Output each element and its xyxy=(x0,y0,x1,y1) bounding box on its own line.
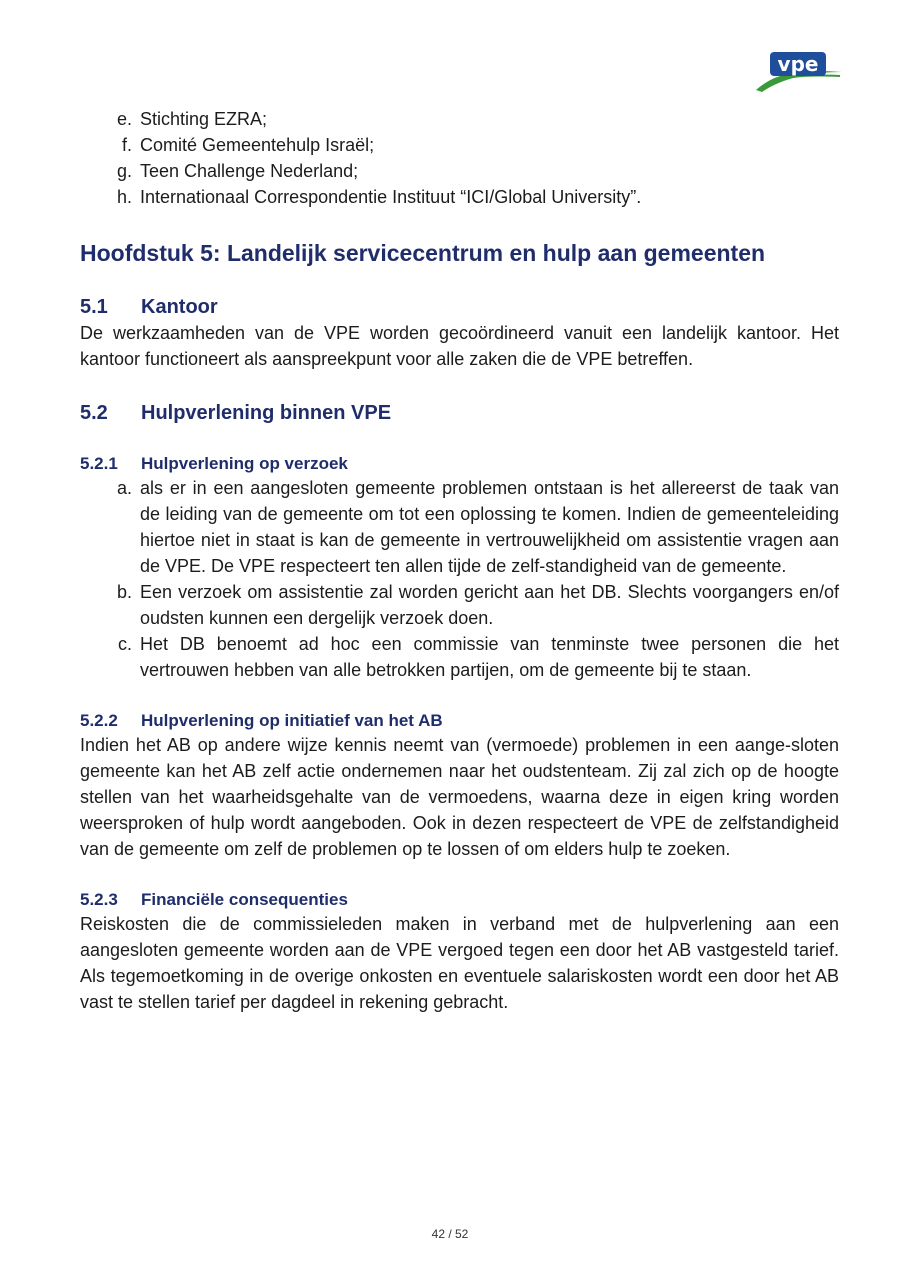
list-item: g. Teen Challenge Nederland; xyxy=(116,161,359,181)
document-body xyxy=(80,106,839,1015)
page-number: 42 / 52 xyxy=(431,1227,469,1241)
intro-list xyxy=(80,106,839,210)
list-item: b. Een verzoek om assistentie zal worden gericht aan het DB. Slechts voorgangers en/of oudsten kunnen een dergelijk verzoek doen. xyxy=(116,582,839,628)
list-item: e. Stichting EZRA; xyxy=(116,109,268,129)
section-heading-5-2-2: 5.2.2 Hulpverlening op initiatief van het AB xyxy=(80,711,443,730)
section-5-2-2-body: Indien het AB op andere wijze kennis neemt van (vermoede) problemen in een aange-sloten gemeente kan het AB zelf actie ondernemen naar het oudstenteam. Zij zal zich op de hoogte stellen van het waarheidsgehalte van de vermoedens, waarna deze in eigen kring worden weersproken of hulp wordt aangeboden. Ook in dezen respecteert de VPE de zelfstandigheid van de gemeente om zelf de problemen op te lossen of om elders hulp te zoeken. xyxy=(80,735,839,859)
chapter-heading: Hoofdstuk 5: Landelijk servicecentrum en hulp aan gemeenten xyxy=(80,240,766,266)
section-5-2-1-list xyxy=(80,475,839,683)
svg-text:vpe: vpe xyxy=(777,52,819,76)
list-item: a. als er in een aangesloten gemeente problemen ontstaan is het allereerst de taak van de leiding van de gemeente om tot een oplossing te komen. Indien de gemeenteleiding hiertoe niet in staat is kan de gemeente in vertrouwelijkheid om assistentie vragen aan de VPE. De VPE respecteert ten allen tijde de zelf-standigheid van de gemeente. xyxy=(116,478,839,576)
list-item: h. Internationaal Correspondentie Instituut “ICI/Global University”. xyxy=(116,187,642,207)
section-5-2-3-body: Reiskosten die de commissieleden maken in verband met de hulpverlening aan een aangesloten gemeente worden aan de VPE vergoed tegen een door het AB vastgesteld tarief. Als tegemoetkoming in de overige onkosten en eventuele salariskosten wordt een door het AB vast te stellen tarief per dagdeel in rekening gebracht. xyxy=(80,914,839,1012)
section-heading-5-2: 5.2 Hulpverlening binnen VPE xyxy=(80,402,392,424)
section-heading-5-2-3: 5.2.3 Financiële consequenties xyxy=(80,890,348,909)
list-item: f. Comité Gemeentehulp Israël; xyxy=(121,135,375,155)
list-item: c. Het DB benoemt ad hoc een commissie van tenminste twee personen die het vertrouwen hebben van alle betrokken partijen, om de gemeente bij te staan. xyxy=(117,634,839,680)
vpe-logo xyxy=(752,46,844,94)
section-5-1-body: De werkzaamheden van de VPE worden gecoördineerd vanuit een landelijk kantoor. Het kantoor functioneert als aanspreekpunt voor alle zaken die de VPE betreffen. xyxy=(80,323,839,369)
section-heading-5-1: 5.1 Kantoor xyxy=(80,296,218,318)
section-heading-5-2-1: 5.2.1 Hulpverlening op verzoek xyxy=(80,454,348,473)
